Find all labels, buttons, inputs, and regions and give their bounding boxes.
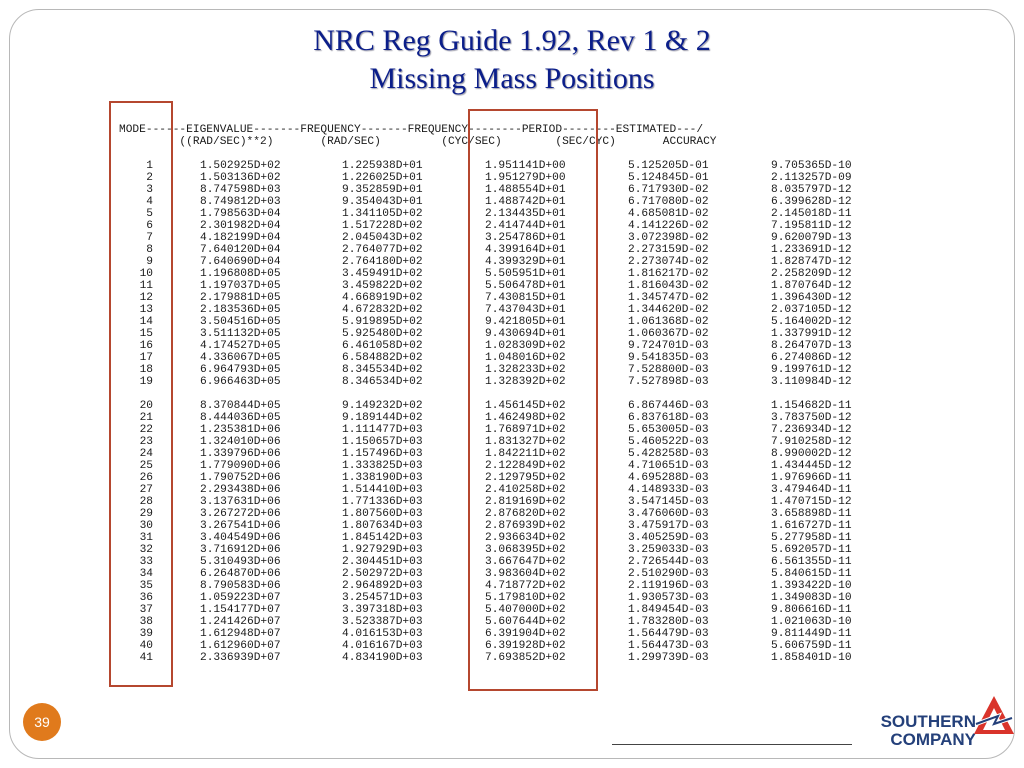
accuracy-cell: 3.658898D-11 [771, 508, 852, 520]
frequency-rad-cell: 5.919895D+02 [342, 316, 423, 328]
frequency-cyc-cell: 5.607644D+02 [485, 616, 566, 628]
period-cell: 4.141226D-02 [628, 220, 709, 232]
frequency-cyc-cell: 2.819169D+02 [485, 496, 566, 508]
footer-divider [612, 744, 852, 745]
frequency-cyc-cell: 7.437043D+01 [485, 304, 566, 316]
mode-cell: 8 [146, 244, 153, 256]
frequency-rad-cell: 8.345534D+02 [342, 364, 423, 376]
mode-cell: 28 [139, 496, 153, 508]
mode-cell: 13 [139, 304, 153, 316]
title-line-1: NRC Reg Guide 1.92, Rev 1 & 2 [313, 24, 711, 57]
period-cell: 4.685081D-02 [628, 208, 709, 220]
frequency-rad-cell: 1.807634D+03 [342, 520, 423, 532]
eigenvalue-cell: 1.154177D+07 [200, 604, 281, 616]
frequency-cyc-cell: 1.462498D+02 [485, 412, 566, 424]
period-cell: 5.124845D-01 [628, 172, 709, 184]
frequency-rad-cell: 1.514410D+03 [342, 484, 423, 496]
eigenvalue-cell: 3.404549D+06 [200, 532, 281, 544]
frequency-rad-cell: 1.807560D+03 [342, 508, 423, 520]
accuracy-cell: 9.620079D-13 [771, 232, 852, 244]
period-cell: 1.060367D-02 [628, 328, 709, 340]
period-cell: 6.717080D-02 [628, 196, 709, 208]
frequency-cyc-cell: 1.028309D+02 [485, 340, 566, 352]
accuracy-cell: 9.811449D-11 [771, 628, 852, 640]
period-cell: 1.345747D-02 [628, 292, 709, 304]
eigenvalue-cell: 1.790752D+06 [200, 472, 281, 484]
frequency-rad-cell: 1.333825D+03 [342, 460, 423, 472]
mode-column-highlight [109, 101, 173, 687]
eigenvalue-cell: 2.179881D+05 [200, 292, 281, 304]
mode-cell: 32 [139, 544, 153, 556]
frequency-cyc-cell: 2.876820D+02 [485, 508, 566, 520]
eigenvalue-cell: 6.966463D+05 [200, 376, 281, 388]
frequency-rad-cell: 2.764180D+02 [342, 256, 423, 268]
period-cell: 2.273159D-02 [628, 244, 709, 256]
accuracy-cell: 1.021063D-10 [771, 616, 852, 628]
period-cell: 1.849454D-03 [628, 604, 709, 616]
frequency-rad-cell: 9.149232D+02 [342, 400, 423, 412]
frequency-rad-cell: 8.346534D+02 [342, 376, 423, 388]
eigenvalue-cell: 4.182199D+04 [200, 232, 281, 244]
eigenvalue-cell: 2.183536D+05 [200, 304, 281, 316]
accuracy-cell: 1.233691D-12 [771, 244, 852, 256]
eigenvalue-cell: 8.790583D+06 [200, 580, 281, 592]
frequency-cyc-cell: 4.399164D+01 [485, 244, 566, 256]
accuracy-cell: 6.274086D-12 [771, 352, 852, 364]
frequency-rad-cell: 4.834190D+03 [342, 652, 423, 664]
mode-cell: 38 [139, 616, 153, 628]
frequency-cyc-cell: 1.831327D+02 [485, 436, 566, 448]
accuracy-cell: 8.035797D-12 [771, 184, 852, 196]
accuracy-cell: 5.277958D-11 [771, 532, 852, 544]
frequency-cyc-cell: 1.328233D+02 [485, 364, 566, 376]
eigenvalue-cell: 1.324010D+06 [200, 436, 281, 448]
mode-cell: 26 [139, 472, 153, 484]
eigenvalue-cell: 1.779090D+06 [200, 460, 281, 472]
page-number-badge: 39 [23, 703, 61, 741]
period-cell: 1.344620D-02 [628, 304, 709, 316]
eigenvalue-cell: 6.264870D+06 [200, 568, 281, 580]
mode-cell: 7 [146, 232, 153, 244]
period-cell: 5.460522D-03 [628, 436, 709, 448]
mode-cell: 14 [139, 316, 153, 328]
frequency-rad-cell: 1.226025D+01 [342, 172, 423, 184]
mode-cell: 21 [139, 412, 153, 424]
period-cell: 1.816043D-02 [628, 280, 709, 292]
accuracy-cell: 5.692057D-11 [771, 544, 852, 556]
accuracy-cell: 7.910258D-12 [771, 436, 852, 448]
frequency-cyc-cell: 1.456145D+02 [485, 400, 566, 412]
eigenvalue-cell: 1.612948D+07 [200, 628, 281, 640]
frequency-cyc-cell: 5.407000D+02 [485, 604, 566, 616]
accuracy-cell: 1.616727D-11 [771, 520, 852, 532]
accuracy-cell: 7.195811D-12 [771, 220, 852, 232]
mode-cell: 31 [139, 532, 153, 544]
period-cell: 5.653005D-03 [628, 424, 709, 436]
period-cell: 7.527898D-03 [628, 376, 709, 388]
accuracy-cell: 1.349083D-10 [771, 592, 852, 604]
period-cell: 1.061368D-02 [628, 316, 709, 328]
mode-cell: 20 [139, 400, 153, 412]
accuracy-cell: 6.561355D-11 [771, 556, 852, 568]
eigenvalue-cell: 6.964793D+05 [200, 364, 281, 376]
period-cell: 4.148933D-03 [628, 484, 709, 496]
accuracy-cell: 9.806616D-11 [771, 604, 852, 616]
accuracy-cell: 6.399628D-12 [771, 196, 852, 208]
period-cell: 3.476060D-03 [628, 508, 709, 520]
period-cell: 4.710651D-03 [628, 460, 709, 472]
eigenvalue-cell: 8.370844D+05 [200, 400, 281, 412]
eigenvalue-cell: 4.174527D+05 [200, 340, 281, 352]
frequency-rad-cell: 2.304451D+03 [342, 556, 423, 568]
eigenvalue-cell: 3.137631D+06 [200, 496, 281, 508]
frequency-rad-cell: 1.927929D+03 [342, 544, 423, 556]
frequency-cyc-cell: 3.667647D+02 [485, 556, 566, 568]
mode-cell: 4 [146, 196, 153, 208]
accuracy-cell: 5.840615D-11 [771, 568, 852, 580]
period-cell: 1.783280D-03 [628, 616, 709, 628]
mode-cell: 9 [146, 256, 153, 268]
frequency-rad-cell: 5.925480D+02 [342, 328, 423, 340]
accuracy-cell: 1.858401D-10 [771, 652, 852, 664]
eigenvalue-cell: 1.235381D+06 [200, 424, 281, 436]
period-cell: 2.119196D-03 [628, 580, 709, 592]
mode-cell: 33 [139, 556, 153, 568]
eigenvalue-cell: 2.301982D+04 [200, 220, 281, 232]
period-cell: 3.072398D-02 [628, 232, 709, 244]
eigenvalue-cell: 1.059223D+07 [200, 592, 281, 604]
frequency-cyc-cell: 1.951279D+00 [485, 172, 566, 184]
accuracy-cell: 3.110984D-12 [771, 376, 852, 388]
frequency-rad-cell: 1.338190D+03 [342, 472, 423, 484]
frequency-cyc-cell: 2.122849D+02 [485, 460, 566, 472]
table-header-labels: MODE------EIGENVALUE-------FREQUENCY-------FREQUENCY--------PERIOD--------ESTIMATED---/ [119, 124, 704, 136]
frequency-cyc-cell: 6.391928D+02 [485, 640, 566, 652]
frequency-rad-cell: 3.459491D+02 [342, 268, 423, 280]
frequency-cyc-cell: 1.768971D+02 [485, 424, 566, 436]
accuracy-cell: 2.113257D-09 [771, 172, 852, 184]
eigenvalue-cell: 5.310493D+06 [200, 556, 281, 568]
period-cell: 6.837618D-03 [628, 412, 709, 424]
mode-cell: 40 [139, 640, 153, 652]
frequency-cyc-cell: 3.068395D+02 [485, 544, 566, 556]
frequency-cyc-cell: 2.876939D+02 [485, 520, 566, 532]
mode-cell: 23 [139, 436, 153, 448]
mode-cell: 22 [139, 424, 153, 436]
frequency-rad-cell: 2.764077D+02 [342, 244, 423, 256]
mode-cell: 6 [146, 220, 153, 232]
mode-cell: 12 [139, 292, 153, 304]
frequency-cyc-cell: 2.936634D+02 [485, 532, 566, 544]
eigenvalue-cell: 3.504516D+05 [200, 316, 281, 328]
accuracy-cell: 3.783750D-12 [771, 412, 852, 424]
frequency-rad-cell: 4.672832D+02 [342, 304, 423, 316]
table-header-units: ((RAD/SEC)**2) (RAD/SEC) (CYC/SEC) (SEC/CYC) ACCURACY [119, 136, 717, 148]
accuracy-cell: 1.337991D-12 [771, 328, 852, 340]
period-cell: 9.724701D-03 [628, 340, 709, 352]
accuracy-cell: 5.606759D-11 [771, 640, 852, 652]
frequency-cyc-cell: 6.391904D+02 [485, 628, 566, 640]
mode-cell: 35 [139, 580, 153, 592]
mode-cell: 18 [139, 364, 153, 376]
frequency-rad-cell: 4.016167D+03 [342, 640, 423, 652]
mode-cell: 29 [139, 508, 153, 520]
mode-cell: 2 [146, 172, 153, 184]
accuracy-cell: 1.870764D-12 [771, 280, 852, 292]
period-cell: 6.867446D-03 [628, 400, 709, 412]
accuracy-cell: 8.264707D-13 [771, 340, 852, 352]
frequency-cyc-cell: 4.399329D+01 [485, 256, 566, 268]
eigenvalue-cell: 1.196808D+05 [200, 268, 281, 280]
logo-text-line-2: COMPANY [890, 730, 976, 749]
frequency-cyc-cell: 1.842211D+02 [485, 448, 566, 460]
period-cell: 3.547145D-03 [628, 496, 709, 508]
eigenvalue-cell: 8.444036D+05 [200, 412, 281, 424]
eigenvalue-cell: 1.798563D+04 [200, 208, 281, 220]
mode-cell: 24 [139, 448, 153, 460]
eigenvalue-cell: 3.267541D+06 [200, 520, 281, 532]
period-cell: 1.816217D-02 [628, 268, 709, 280]
mode-cell: 37 [139, 604, 153, 616]
frequency-rad-cell: 2.964892D+03 [342, 580, 423, 592]
frequency-cyc-cell: 2.414744D+01 [485, 220, 566, 232]
mode-cell: 10 [139, 268, 153, 280]
mode-cell: 34 [139, 568, 153, 580]
frequency-cyc-cell: 9.421805D+01 [485, 316, 566, 328]
frequency-rad-cell: 1.111477D+03 [342, 424, 423, 436]
frequency-cyc-cell: 1.951141D+00 [485, 160, 566, 172]
frequency-cyc-cell: 1.328392D+02 [485, 376, 566, 388]
period-cell: 1.564479D-03 [628, 628, 709, 640]
accuracy-cell: 7.236934D-12 [771, 424, 852, 436]
accuracy-cell: 8.990002D-12 [771, 448, 852, 460]
accuracy-cell: 1.828747D-12 [771, 256, 852, 268]
frequency-cyc-cell: 4.718772D+02 [485, 580, 566, 592]
eigenvalue-cell: 3.511132D+05 [200, 328, 281, 340]
mode-cell: 16 [139, 340, 153, 352]
frequency-rad-cell: 4.016153D+03 [342, 628, 423, 640]
period-cell: 2.726544D-03 [628, 556, 709, 568]
frequency-cyc-cell: 7.430815D+01 [485, 292, 566, 304]
mode-cell: 5 [146, 208, 153, 220]
period-cell: 5.125205D-01 [628, 160, 709, 172]
frequency-rad-cell: 6.461058D+02 [342, 340, 423, 352]
frequency-cyc-column-highlight [468, 109, 598, 691]
mode-cell: 1 [146, 160, 153, 172]
mode-cell: 19 [139, 376, 153, 388]
frequency-rad-cell: 1.157496D+03 [342, 448, 423, 460]
period-cell: 6.717930D-02 [628, 184, 709, 196]
eigenvalue-cell: 1.339796D+06 [200, 448, 281, 460]
eigenvalue-cell: 8.749812D+03 [200, 196, 281, 208]
eigenvalue-cell: 1.241426D+07 [200, 616, 281, 628]
eigenvalue-cell: 1.612960D+07 [200, 640, 281, 652]
frequency-cyc-cell: 5.505951D+01 [485, 268, 566, 280]
frequency-cyc-cell: 5.506478D+01 [485, 280, 566, 292]
frequency-rad-cell: 3.523387D+03 [342, 616, 423, 628]
frequency-cyc-cell: 1.048016D+02 [485, 352, 566, 364]
eigenvalue-cell: 7.640690D+04 [200, 256, 281, 268]
accuracy-cell: 9.199761D-12 [771, 364, 852, 376]
southern-company-logo [852, 690, 1020, 756]
mode-cell: 15 [139, 328, 153, 340]
eigenvalue-cell: 3.267272D+06 [200, 508, 281, 520]
eigenvalue-cell: 1.197037D+05 [200, 280, 281, 292]
frequency-rad-cell: 9.354043D+01 [342, 196, 423, 208]
eigenvalue-cell: 7.640120D+04 [200, 244, 281, 256]
period-cell: 5.428258D-03 [628, 448, 709, 460]
period-cell: 7.528800D-03 [628, 364, 709, 376]
frequency-rad-cell: 3.459822D+02 [342, 280, 423, 292]
frequency-cyc-cell: 7.693852D+02 [485, 652, 566, 664]
frequency-rad-cell: 1.517228D+02 [342, 220, 423, 232]
mode-cell: 27 [139, 484, 153, 496]
mode-cell: 11 [139, 280, 153, 292]
slide-title [0, 22, 1024, 98]
period-cell: 1.564473D-03 [628, 640, 709, 652]
period-cell: 1.930573D-03 [628, 592, 709, 604]
accuracy-cell: 1.154682D-11 [771, 400, 852, 412]
accuracy-cell: 9.705365D-10 [771, 160, 852, 172]
frequency-cyc-cell: 2.134435D+01 [485, 208, 566, 220]
mode-cell: 3 [146, 184, 153, 196]
period-cell: 4.695288D-03 [628, 472, 709, 484]
eigenvalue-cell: 1.502925D+02 [200, 160, 281, 172]
period-cell: 3.259033D-03 [628, 544, 709, 556]
accuracy-cell: 1.470715D-12 [771, 496, 852, 508]
frequency-rad-cell: 9.352859D+01 [342, 184, 423, 196]
frequency-cyc-cell: 1.488554D+01 [485, 184, 566, 196]
frequency-rad-cell: 3.397318D+03 [342, 604, 423, 616]
frequency-rad-cell: 1.150657D+03 [342, 436, 423, 448]
accuracy-cell: 1.393422D-10 [771, 580, 852, 592]
frequency-cyc-cell: 1.488742D+01 [485, 196, 566, 208]
eigenvalue-cell: 8.747598D+03 [200, 184, 281, 196]
period-cell: 3.405259D-03 [628, 532, 709, 544]
frequency-cyc-cell: 9.430694D+01 [485, 328, 566, 340]
mode-cell: 25 [139, 460, 153, 472]
frequency-rad-cell: 2.045043D+02 [342, 232, 423, 244]
frequency-rad-cell: 4.668919D+02 [342, 292, 423, 304]
frequency-cyc-cell: 5.179810D+02 [485, 592, 566, 604]
mode-cell: 41 [139, 652, 153, 664]
period-cell: 2.273074D-02 [628, 256, 709, 268]
frequency-rad-cell: 1.341105D+02 [342, 208, 423, 220]
frequency-rad-cell: 3.254571D+03 [342, 592, 423, 604]
frequency-rad-cell: 1.845142D+03 [342, 532, 423, 544]
period-cell: 3.475917D-03 [628, 520, 709, 532]
accuracy-cell: 3.479464D-11 [771, 484, 852, 496]
title-line-2: Missing Mass Positions [369, 62, 655, 95]
accuracy-cell: 5.164002D-12 [771, 316, 852, 328]
mode-cell: 17 [139, 352, 153, 364]
accuracy-cell: 2.145018D-11 [771, 208, 852, 220]
accuracy-cell: 1.396430D-12 [771, 292, 852, 304]
eigenvalue-cell: 2.293438D+06 [200, 484, 281, 496]
eigenvalue-cell: 2.336939D+07 [200, 652, 281, 664]
logo-triangle-icon [972, 694, 1016, 742]
frequency-cyc-cell: 2.129795D+02 [485, 472, 566, 484]
frequency-cyc-cell: 3.254786D+01 [485, 232, 566, 244]
mode-cell: 39 [139, 628, 153, 640]
eigenvalue-cell: 3.716912D+06 [200, 544, 281, 556]
frequency-rad-cell: 1.225938D+01 [342, 160, 423, 172]
accuracy-cell: 1.976966D-11 [771, 472, 852, 484]
frequency-rad-cell: 1.771336D+03 [342, 496, 423, 508]
accuracy-cell: 2.037105D-12 [771, 304, 852, 316]
accuracy-cell: 1.434445D-12 [771, 460, 852, 472]
period-cell: 2.510290D-03 [628, 568, 709, 580]
eigenvalue-cell: 4.336067D+05 [200, 352, 281, 364]
period-cell: 9.541835D-03 [628, 352, 709, 364]
frequency-cyc-cell: 2.410258D+02 [485, 484, 566, 496]
frequency-rad-cell: 9.189144D+02 [342, 412, 423, 424]
mode-cell: 30 [139, 520, 153, 532]
mode-cell: 36 [139, 592, 153, 604]
period-cell: 1.299739D-03 [628, 652, 709, 664]
frequency-cyc-cell: 3.983604D+02 [485, 568, 566, 580]
frequency-rad-cell: 2.502972D+03 [342, 568, 423, 580]
logo-text-line-1: SOUTHERN [880, 712, 976, 731]
accuracy-cell: 2.258209D-12 [771, 268, 852, 280]
eigenvalue-cell: 1.503136D+02 [200, 172, 281, 184]
frequency-rad-cell: 6.584882D+02 [342, 352, 423, 364]
